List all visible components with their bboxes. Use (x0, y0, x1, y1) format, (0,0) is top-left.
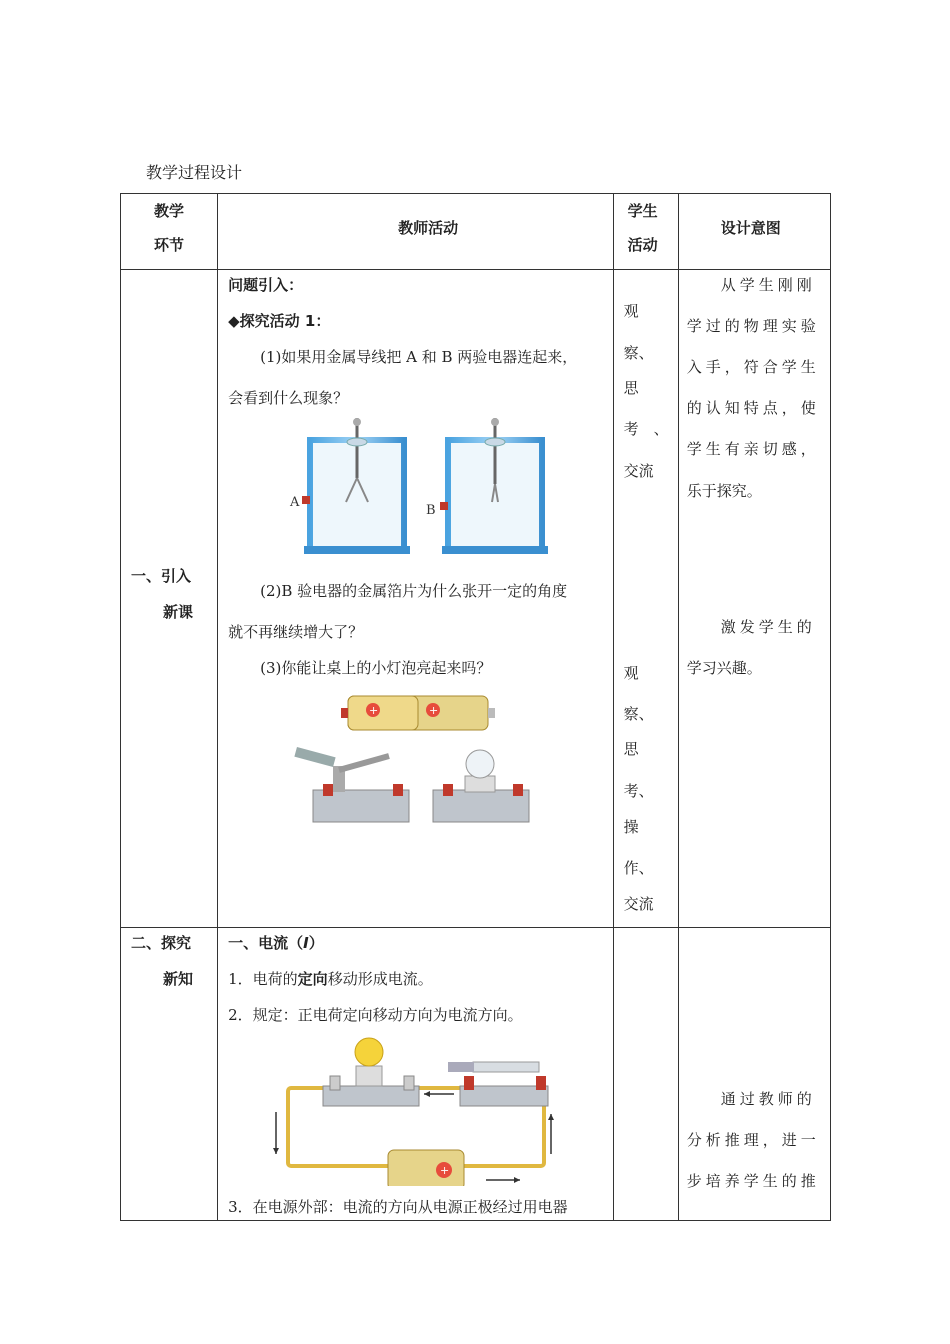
circuit-components-figure (293, 692, 543, 832)
student-activity-introduction: 观 察、 思 考 、 交流 观 察、 思 考、 操 作、 交流 (613, 270, 678, 928)
stage-exploration: 二、探究 新知 (121, 928, 218, 1221)
header-row (121, 194, 831, 270)
switch (295, 747, 410, 822)
header-design-intent: 设计意图 (678, 194, 830, 270)
header-teacher-activity: 教师活动 (218, 194, 614, 270)
student-activity-exploration (613, 928, 678, 1221)
teacher-activity-exploration: 一、电流（I） 1．电荷的定向移动形成电流。 2．规定：正电荷定向移动方向为电流方向。 + 3．在电源外部：电流的方向从电源正极经过用电器 (218, 928, 614, 1221)
circuit-diagram (268, 1036, 568, 1186)
electroscope-a-label: A (290, 495, 300, 510)
row-introduction (121, 270, 831, 928)
row-exploration (121, 928, 831, 1221)
electroscope-b (426, 418, 548, 554)
svg-text:+: + (440, 1164, 450, 1177)
svg-text:+: + (429, 704, 439, 717)
electroscopes-figure (288, 418, 558, 556)
section-title: 教学过程设计 (146, 163, 243, 182)
stage-introduction: 一、引入 新课 (121, 270, 218, 928)
design-intent-exploration: 通过教师的 分析推理，进一 步培养学生的推 (678, 928, 830, 1221)
design-intent-introduction: 从学生刚刚 学过的物理实验 入手，符合学生 的认知特点，使 学生有亲切感， 乐于探究。 激发学生的 学习兴趣。 (678, 270, 830, 928)
light-bulb (433, 750, 529, 822)
header-student-activity: 学生 活动 (613, 194, 678, 270)
svg-text:+: + (369, 704, 379, 717)
lesson-plan-table (120, 193, 831, 1221)
current-heading: 一、电流（I） (228, 934, 324, 952)
battery-pair (341, 696, 495, 730)
header-stage: 教学 环节 (121, 194, 218, 270)
electroscope-b-label: B (426, 503, 436, 518)
teacher-activity-introduction: 问题引入： ◆探究活动 1： (1)如果用金属导线把 A 和 B 两验电器连起来， 会看到什么现象？ A B (2)B 验电器的金属箔片为什么张开一定的角度 就不再继续增大了？ (3)你能让桌上的小灯泡亮起来吗？ + + (218, 270, 614, 928)
electroscope-a (289, 418, 410, 554)
